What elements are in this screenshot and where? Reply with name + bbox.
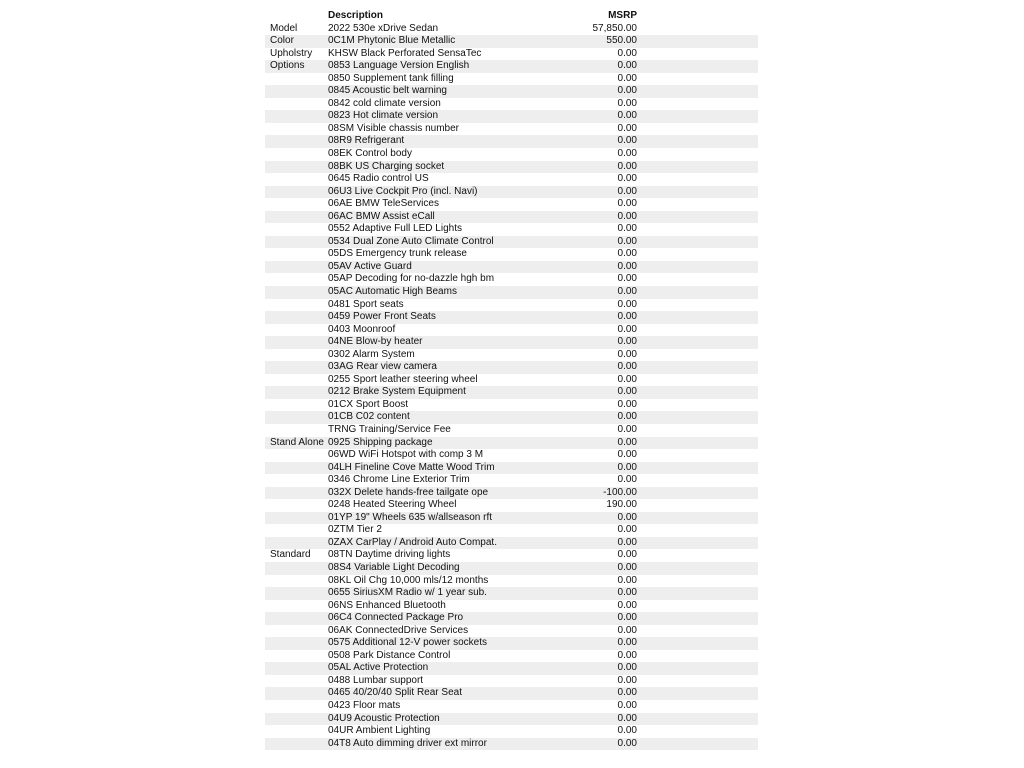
row-category-label [265, 336, 328, 349]
row-msrp-value: 0.00 [617, 97, 637, 109]
row-msrp-value: 0.00 [617, 549, 637, 561]
row-right-spacer [637, 575, 758, 588]
row-msrp-value: 0.00 [617, 323, 637, 335]
row-category-label [265, 512, 328, 525]
msrp-column-header: MSRP [608, 10, 637, 21]
table-row [265, 738, 758, 751]
row-msrp-value: 0.00 [617, 461, 637, 473]
row-msrp-value: 0.00 [617, 449, 637, 461]
table-body [265, 23, 758, 751]
row-right-spacer [637, 48, 758, 61]
row-right-spacer [637, 399, 758, 412]
row-msrp-value: 0.00 [617, 361, 637, 373]
row-description: 032X Delete hands-free tailgate ope [328, 486, 489, 498]
table-row [265, 675, 758, 688]
row-description: 0645 Radio control US [328, 173, 429, 185]
row-description: 08BK US Charging socket [328, 160, 445, 172]
row-right-spacer [637, 437, 758, 450]
row-right-spacer [637, 549, 758, 562]
row-category-label [265, 98, 328, 111]
row-description: 0C1M Phytonic Blue Metallic [328, 35, 456, 47]
row-description: 0823 Hot climate version [328, 110, 439, 122]
table-row [265, 299, 758, 312]
table-row [265, 35, 758, 48]
table-row [265, 537, 758, 550]
row-category-label [265, 713, 328, 726]
row-msrp-value: 0.00 [617, 235, 637, 247]
row-description: 06C4 Connected Package Pro [328, 612, 464, 624]
row-category-label [265, 612, 328, 625]
row-msrp-value: 0.00 [617, 662, 637, 674]
row-description: 0508 Park Distance Control [328, 649, 451, 661]
table-row [265, 399, 758, 412]
row-right-spacer [637, 273, 758, 286]
row-description: 08EK Control body [328, 147, 412, 159]
row-category-label [265, 738, 328, 751]
row-right-spacer [637, 161, 758, 174]
row-right-spacer [637, 713, 758, 726]
row-right-spacer [637, 637, 758, 650]
row-description: 08TN Daytime driving lights [328, 549, 451, 561]
row-category-label: Options [270, 60, 305, 72]
row-right-spacer [637, 186, 758, 199]
table-row [265, 23, 758, 36]
table-row [265, 236, 758, 249]
table-row [265, 336, 758, 349]
row-category-label [265, 299, 328, 312]
row-right-spacer [637, 449, 758, 462]
table-row [265, 361, 758, 374]
header-right-spacer [637, 9, 758, 23]
table-row [265, 198, 758, 211]
row-category-label [265, 537, 328, 550]
row-description: KHSW Black Perforated SensaTec [328, 47, 482, 59]
row-right-spacer [637, 462, 758, 475]
row-msrp-value: 0.00 [617, 637, 637, 649]
row-msrp-value: 0.00 [617, 536, 637, 548]
table-row [265, 637, 758, 650]
row-category-label [265, 223, 328, 236]
table-row [265, 650, 758, 663]
row-msrp-value: 0.00 [617, 47, 637, 59]
row-msrp-value: 0.00 [617, 424, 637, 435]
table-row [265, 662, 758, 675]
table-row [265, 575, 758, 588]
row-category-label: Color [270, 35, 294, 47]
row-category-label [265, 650, 328, 663]
table-row [265, 286, 758, 299]
row-category-label [265, 524, 328, 537]
table-row [265, 587, 758, 600]
row-right-spacer [637, 411, 758, 424]
row-category-label [265, 687, 328, 700]
row-right-spacer [637, 687, 758, 700]
row-msrp-value: 0.00 [617, 348, 637, 360]
row-right-spacer [637, 487, 758, 500]
row-right-spacer [637, 110, 758, 123]
row-msrp-value: 0.00 [617, 373, 637, 385]
row-right-spacer [637, 424, 758, 437]
table-row [265, 273, 758, 286]
row-category-label [265, 411, 328, 424]
table-row [265, 161, 758, 174]
category-column-header [265, 9, 328, 23]
table-row [265, 386, 758, 399]
table-row [265, 512, 758, 525]
row-right-spacer [637, 286, 758, 299]
row-category-label [265, 173, 328, 186]
row-category-label [265, 662, 328, 675]
table-row [265, 261, 758, 274]
row-description: 0459 Power Front Seats [328, 311, 436, 323]
row-msrp-value: 0.00 [617, 474, 637, 486]
row-description: 01CB C02 content [328, 411, 410, 423]
table-row [265, 437, 758, 450]
table-row [265, 186, 758, 199]
table-row [265, 725, 758, 738]
row-category-label [265, 349, 328, 362]
row-right-spacer [637, 236, 758, 249]
table-row [265, 85, 758, 98]
row-msrp-value: 0.00 [617, 574, 637, 586]
row-description: 04U9 Acoustic Protection [328, 712, 440, 724]
row-right-spacer [637, 173, 758, 186]
row-right-spacer [637, 223, 758, 236]
row-description: 0212 Brake System Equipment [328, 386, 466, 398]
row-msrp-value: 0.00 [617, 700, 637, 712]
table-row [265, 424, 758, 437]
vehicle-options-table [265, 9, 758, 750]
row-msrp-value: 0.00 [617, 160, 637, 172]
row-description: 0ZTM Tier 2 [328, 524, 382, 536]
row-msrp-value: 0.00 [617, 285, 637, 297]
description-column-header: Description [328, 10, 384, 21]
row-description: 08KL Oil Chg 10,000 mls/12 months [328, 574, 489, 586]
row-msrp-value: 0.00 [617, 725, 637, 737]
row-right-spacer [637, 524, 758, 537]
row-category-label [265, 600, 328, 613]
row-category-label [265, 625, 328, 638]
row-category-label [265, 700, 328, 713]
row-msrp-value: 0.00 [617, 273, 637, 285]
row-msrp-value: 57,850.00 [592, 22, 637, 34]
row-msrp-value: 0.00 [617, 524, 637, 536]
table-row [265, 173, 758, 186]
row-right-spacer [637, 198, 758, 211]
table-row [265, 612, 758, 625]
row-msrp-value: 0.00 [617, 612, 637, 624]
table-row [265, 73, 758, 86]
row-msrp-value: 0.00 [617, 398, 637, 410]
row-right-spacer [637, 261, 758, 274]
table-row [265, 449, 758, 462]
row-description: 0248 Heated Steering Wheel [328, 499, 457, 511]
row-category-label [265, 73, 328, 86]
row-right-spacer [637, 474, 758, 487]
row-category-label [265, 236, 328, 249]
row-msrp-value: 0.00 [617, 198, 637, 210]
row-msrp-value: 0.00 [617, 674, 637, 686]
table-row [265, 524, 758, 537]
row-description: 0346 Chrome Line Exterior Trim [328, 474, 470, 486]
row-right-spacer [637, 148, 758, 161]
row-right-spacer [637, 324, 758, 337]
row-right-spacer [637, 23, 758, 36]
row-right-spacer [637, 625, 758, 638]
table-row [265, 713, 758, 726]
table-row [265, 324, 758, 337]
table-row [265, 311, 758, 324]
row-description: 0552 Adaptive Full LED Lights [328, 223, 462, 235]
row-description: 05AP Decoding for no-dazzle hgh bm [328, 273, 495, 285]
row-description: 0255 Sport leather steering wheel [328, 373, 478, 385]
row-category-label [265, 462, 328, 475]
row-category-label [265, 198, 328, 211]
row-description: 0403 Moonroof [328, 323, 396, 335]
row-category-label [265, 273, 328, 286]
row-msrp-value: 0.00 [617, 60, 637, 72]
row-category-label [265, 135, 328, 148]
row-msrp-value: 0.00 [617, 210, 637, 222]
row-description: 05AV Active Guard [328, 260, 412, 272]
table-row [265, 248, 758, 261]
row-msrp-value: 190.00 [606, 499, 637, 511]
table-row [265, 349, 758, 362]
row-description: 04UR Ambient Lighting [328, 725, 431, 737]
row-category-label [265, 148, 328, 161]
row-msrp-value: 0.00 [617, 562, 637, 574]
row-msrp-value: 0.00 [617, 687, 637, 699]
row-description: 04NE Blow-by heater [328, 336, 423, 348]
row-description: 0655 SiriusXM Radio w/ 1 year sub. [328, 587, 487, 599]
row-category-label [265, 361, 328, 374]
row-msrp-value: 0.00 [617, 599, 637, 611]
row-right-spacer [637, 135, 758, 148]
row-right-spacer [637, 336, 758, 349]
table-row [265, 499, 758, 512]
row-description: 0481 Sport seats [328, 298, 404, 310]
row-description: 04LH Fineline Cove Matte Wood Trim [328, 461, 495, 473]
row-msrp-value: 0.00 [617, 185, 637, 197]
row-category-label [265, 587, 328, 600]
row-msrp-value: 0.00 [617, 649, 637, 661]
row-description: 0488 Lumbar support [328, 674, 424, 686]
row-msrp-value: 0.00 [617, 411, 637, 423]
row-category-label [265, 311, 328, 324]
row-right-spacer [637, 700, 758, 713]
row-description: 0850 Supplement tank filling [328, 72, 454, 84]
row-msrp-value: 0.00 [617, 85, 637, 97]
table-row [265, 687, 758, 700]
row-category-label [265, 286, 328, 299]
row-right-spacer [637, 650, 758, 663]
row-category-label [265, 211, 328, 224]
row-right-spacer [637, 612, 758, 625]
table-row [265, 700, 758, 713]
row-right-spacer [637, 123, 758, 136]
row-category-label [265, 261, 328, 274]
row-msrp-value: 0.00 [617, 223, 637, 235]
table-row [265, 148, 758, 161]
row-description: 06AK ConnectedDrive Services [328, 624, 469, 636]
table-row [265, 487, 758, 500]
row-category-label: Upholstry [270, 47, 313, 59]
table-row [265, 135, 758, 148]
row-description: 06U3 Live Cockpit Pro (incl. Navi) [328, 185, 478, 197]
row-description: 06NS Enhanced Bluetooth [328, 599, 446, 611]
row-description: 06AC BMW Assist eCall [328, 210, 435, 222]
row-msrp-value: 0.00 [617, 336, 637, 348]
row-msrp-value: 0.00 [617, 511, 637, 523]
row-description: 0925 Shipping package [328, 436, 433, 448]
row-right-spacer [637, 662, 758, 675]
row-right-spacer [637, 512, 758, 525]
row-msrp-value: 0.00 [617, 737, 637, 749]
table-row [265, 549, 758, 562]
row-right-spacer [637, 211, 758, 224]
row-category-label [265, 474, 328, 487]
table-row [265, 211, 758, 224]
table-row [265, 110, 758, 123]
row-right-spacer [637, 587, 758, 600]
table-row [265, 123, 758, 136]
row-right-spacer [637, 600, 758, 613]
row-category-label [265, 725, 328, 738]
row-msrp-value: 0.00 [617, 122, 637, 134]
row-category-label [265, 248, 328, 261]
row-msrp-value: 550.00 [606, 35, 637, 47]
row-description: 0575 Additional 12-V power sockets [328, 637, 487, 649]
table-row [265, 98, 758, 111]
row-category-label [265, 562, 328, 575]
row-description: 0465 40/20/40 Split Rear Seat [328, 687, 462, 699]
row-description: 05DS Emergency trunk release [328, 248, 467, 260]
row-category-label [265, 85, 328, 98]
row-description: TRNG Training/Service Fee [328, 424, 451, 435]
row-description: 08SM Visible chassis number [328, 122, 459, 134]
row-description: 08R9 Refrigerant [328, 135, 405, 147]
table-row [265, 562, 758, 575]
row-right-spacer [637, 98, 758, 111]
row-right-spacer [637, 374, 758, 387]
row-right-spacer [637, 537, 758, 550]
row-right-spacer [637, 725, 758, 738]
row-category-label [265, 575, 328, 588]
row-description: 0534 Dual Zone Auto Climate Control [328, 235, 494, 247]
row-description: 0302 Alarm System [328, 348, 415, 360]
row-category-label [265, 637, 328, 650]
row-category-label: Stand Alone [270, 436, 324, 448]
row-description: 0853 Language Version English [328, 60, 470, 72]
row-msrp-value: 0.00 [617, 311, 637, 323]
row-description: 06WD WiFi Hotspot with comp 3 M [328, 449, 484, 461]
row-category-label [265, 675, 328, 688]
row-msrp-value: 0.00 [617, 587, 637, 599]
table-row [265, 223, 758, 236]
row-category-label [265, 499, 328, 512]
row-msrp-value: 0.00 [617, 147, 637, 159]
row-category-label [265, 123, 328, 136]
table-row [265, 60, 758, 73]
row-category-label: Model [270, 22, 298, 34]
row-right-spacer [637, 311, 758, 324]
row-msrp-value: 0.00 [617, 72, 637, 84]
row-description: 0423 Floor mats [328, 700, 401, 712]
row-msrp-value: 0.00 [617, 110, 637, 122]
row-category-label [265, 374, 328, 387]
row-category-label [265, 324, 328, 337]
row-description: 03AG Rear view camera [328, 361, 437, 373]
row-description: 2022 530e xDrive Sedan [328, 22, 439, 34]
table-row [265, 411, 758, 424]
row-msrp-value: 0.00 [617, 173, 637, 185]
row-description: 0ZAX CarPlay / Android Auto Compat. [328, 536, 497, 548]
row-category-label [265, 424, 328, 437]
row-description: 0842 cold climate version [328, 97, 441, 109]
row-right-spacer [637, 85, 758, 98]
table-row [265, 474, 758, 487]
row-msrp-value: 0.00 [617, 135, 637, 147]
row-category-label [265, 186, 328, 199]
row-category-label [265, 110, 328, 123]
row-description: 01YP 19" Wheels 635 w/allseason rft [328, 511, 493, 523]
table-row [265, 48, 758, 61]
row-description: 06AE BMW TeleServices [328, 198, 439, 210]
row-description: 05AL Active Protection [328, 662, 429, 674]
row-category-label [265, 449, 328, 462]
row-msrp-value: 0.00 [617, 624, 637, 636]
table-header-row [265, 9, 758, 23]
row-msrp-value: 0.00 [617, 712, 637, 724]
row-msrp-value: 0.00 [617, 386, 637, 398]
row-right-spacer [637, 562, 758, 575]
row-right-spacer [637, 499, 758, 512]
row-right-spacer [637, 248, 758, 261]
table-row [265, 462, 758, 475]
row-msrp-value: -100.00 [603, 486, 637, 498]
row-right-spacer [637, 349, 758, 362]
row-category-label: Standard [270, 549, 311, 561]
row-right-spacer [637, 738, 758, 751]
row-category-label [265, 487, 328, 500]
row-msrp-value: 0.00 [617, 260, 637, 272]
row-right-spacer [637, 60, 758, 73]
row-right-spacer [637, 675, 758, 688]
row-right-spacer [637, 361, 758, 374]
row-category-label [265, 399, 328, 412]
row-category-label [265, 386, 328, 399]
table-row [265, 625, 758, 638]
row-right-spacer [637, 73, 758, 86]
row-category-label [265, 161, 328, 174]
row-description: 05AC Automatic High Beams [328, 285, 457, 297]
row-right-spacer [637, 386, 758, 399]
row-msrp-value: 0.00 [617, 298, 637, 310]
table-row [265, 600, 758, 613]
table-row [265, 374, 758, 387]
row-description: 04T8 Auto dimming driver ext mirror [328, 737, 487, 749]
row-description: 08S4 Variable Light Decoding [328, 562, 460, 574]
row-right-spacer [637, 35, 758, 48]
row-description: 01CX Sport Boost [328, 398, 409, 410]
row-msrp-value: 0.00 [617, 248, 637, 260]
row-msrp-value: 0.00 [617, 436, 637, 448]
row-description: 0845 Acoustic belt warning [328, 85, 447, 97]
row-right-spacer [637, 299, 758, 312]
